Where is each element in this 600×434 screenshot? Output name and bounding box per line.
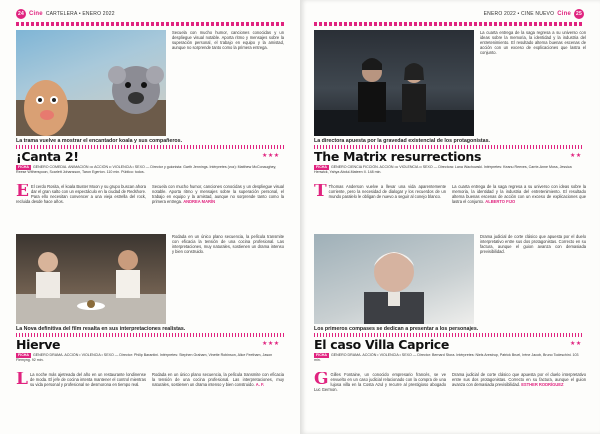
article1-body-continued: Secuela con mucho humor, canciones conocidas y un despliegue visual notable. Aporta ritmo y mensajes sobre la superación personal, el trabajo en equipo y la amistad, aunque no sorprende tanto como la primera entrega. — [172, 30, 284, 51]
article3-meta: FICHA GÉNERO DRAMA. ACCIÓN • VIOLENCIA • SEXO — Director: Philip Barantini. Intérpretes: Stephen Graham, Vinette Robinson, Alice Feetham, Jason Flemyng. 92 min. — [16, 353, 273, 362]
page-number: 25 — [574, 9, 584, 19]
sing2-photo — [16, 30, 166, 136]
article1-rating: ★★★ — [262, 153, 280, 159]
drop-cap: L — [16, 372, 28, 389]
brand-logo: Cine — [29, 11, 43, 17]
villa-caprice-photo — [314, 234, 474, 324]
header-rule — [314, 22, 584, 26]
article4-rating: ★★ — [570, 341, 582, 347]
article4-lead: G Gilles Fontaine, un conocido empresario francés, se ve envuelto en un caso judicial relacionado con la compra de una lujosa villa en la Costa Azul y recurre al prestigioso abogado Luc Germon. — [314, 372, 446, 393]
right-header — [484, 8, 584, 20]
brand-logo: Cine — [557, 11, 571, 17]
drop-cap: T — [314, 184, 327, 201]
article1-signature: ANDREA MARÍN — [183, 199, 216, 205]
article3-body-continued: Rodada en un único plano secuencia, la película transmite con eficacia la tensión de una cocina profesional. Las interpretaciones, muy naturales, sostienen un drama intenso y bien construido. — [172, 234, 284, 255]
article1-meta: FICHA GÉNERO COMEDIA. ANIMACIÓN ••• ACCIÓN •• VIOLENCIA • SEXO — Director y guionista: Garth Jennings. Intérpretes (voz): Matthew McConaughey, Reese Witherspoon, Scarlett Johansson, Taron Egerton. 110 min. Público: todos. — [16, 165, 277, 174]
genre-tag: FICHA — [18, 165, 29, 169]
article2-rating: ★★ — [570, 153, 582, 159]
article2-meta: FICHA GÉNERO CIENCIA FICCIÓN. ACCIÓN ••• VIOLENCIA •• SEXO — Directora: Lana Wachowski. Intérpretes: Keanu Reeves, Carrie-Anne Moss, Jessica Henwick, Yahya Abdul-Mateen II. 148 min. — [314, 165, 572, 174]
film-still-illustration — [314, 30, 474, 136]
hierve-photo — [16, 234, 166, 324]
article4-title: El caso Villa Caprice — [314, 337, 450, 352]
genre-tag: FICHA — [316, 165, 327, 169]
matrix-photo — [314, 30, 474, 136]
article4-caption: Los primeros compases se dedican a presentar a los personajes. — [314, 326, 479, 332]
issue-label: CARTELERA • ENERO 2022 — [45, 11, 115, 17]
article3-lead: L La noche más ajetreada del año en un restaurante londinense de moda. El jefe de cocina intenta mantener el control mientras su vida personal y profesional se desmorona en tiempo real. — [16, 372, 146, 389]
right-page — [300, 0, 600, 434]
article4-meta: FICHA GÉNERO DRAMA. ACCIÓN • VIOLENCIA • SEXO — Director: Bernard Stora. Intérpretes: Niels Arestrup, Patrick Bruel, Irène Jacob, Bruno Todeschini. 103 min. — [314, 353, 579, 362]
article4-body-continued: Drama judicial de corte clásico que apuesta por el duelo interpretativo entre sus dos protagonistas. Correcto en su factura, aunque el guion avanza con demasiada previsibilidad. — [480, 234, 586, 255]
article3-rating: ★★★ — [262, 341, 280, 347]
article2-title: The Matrix resurrections — [314, 149, 482, 164]
kitchen-scene-illustration — [16, 234, 166, 324]
article4-signature: ESTHER RODRÍGUEZ — [521, 382, 564, 388]
animated-characters-illustration — [16, 30, 166, 136]
left-header — [16, 8, 115, 20]
article2-signature: ALBERTO FIJO — [485, 199, 516, 205]
article2-caption: La directora apuesta por la gravedad existencial de los protagonistas. — [314, 138, 491, 144]
article3-signature: A. F. — [255, 382, 265, 388]
article1-body: Secuela con mucho humor, canciones conocidas y un despliegue visual notable. Aporta ritmo y mensajes sobre la superación personal, el trabajo en equipo y la amistad, aunque no sorprende tanto como la primera entrega. ANDREA MARÍN — [152, 184, 284, 205]
article3-caption: La Nova definitiva del film resalta en sus interpretaciones realistas. — [16, 326, 186, 332]
article1-lead: E El cerdo Rosita, el koala Buster Moon y su grupo buscan ahora dar el gran salto con un espectáculo en la ciudad de Redshore. Para ello necesitan convencer a una vieja estrella del rock, recluida desde hace años. — [16, 184, 146, 205]
article2-body-continued: La cuarta entrega de la saga regresa a su universo con ideas sobre la memoria, la identidad y la industria del entretenimiento. El resultado alterna buenas escenas de acción con un exceso de explicaciones que lastra el conjunto. — [480, 30, 586, 56]
issue-label: ENERO 2022 • CINE NUEVO — [483, 11, 555, 17]
article2-lead: T Thomas Anderson vuelve a llevar una vida aparentemente corriente, pero la necesidad de dialogar y los recuerdos de un mundo paralelo le obligan de nuevo a seguir al conejo blanco. — [314, 184, 446, 201]
header-rule — [16, 22, 286, 26]
article3-body: Rodada en un único plano secuencia, la película transmite con eficacia la tensión de una cocina profesional. Las interpretaciones, muy naturales, sostienen un drama intenso y bien construido. A. F. — [152, 372, 284, 388]
genre-tag: FICHA — [18, 353, 29, 357]
drop-cap: E — [16, 184, 29, 201]
portrait-illustration — [314, 234, 474, 324]
article3-title: Hierve — [16, 337, 61, 352]
genre-tag: FICHA — [316, 353, 327, 357]
article1-caption: La trama vuelve a mostrar el encantador koala y sus compañeros. — [16, 138, 183, 144]
drop-cap: G — [314, 372, 329, 389]
article4-body: Drama judicial de corte clásico que apuesta por el duelo interpretativo entre sus dos protagonistas. Correcto en su factura, aunque el guion avanza con demasiada previsibilidad. ESTHER RODRÍGUEZ — [452, 372, 586, 388]
article1-title: ¡Canta 2! — [16, 149, 79, 164]
page-number: 24 — [16, 9, 26, 19]
article2-body: La cuarta entrega de la saga regresa a su universo con ideas sobre la memoria, la identidad y la industria del entretenimiento. El resultado alterna buenas escenas de acción con un exceso de explicaciones que lastra el conjunto. ALBERTO FIJO — [452, 184, 586, 205]
